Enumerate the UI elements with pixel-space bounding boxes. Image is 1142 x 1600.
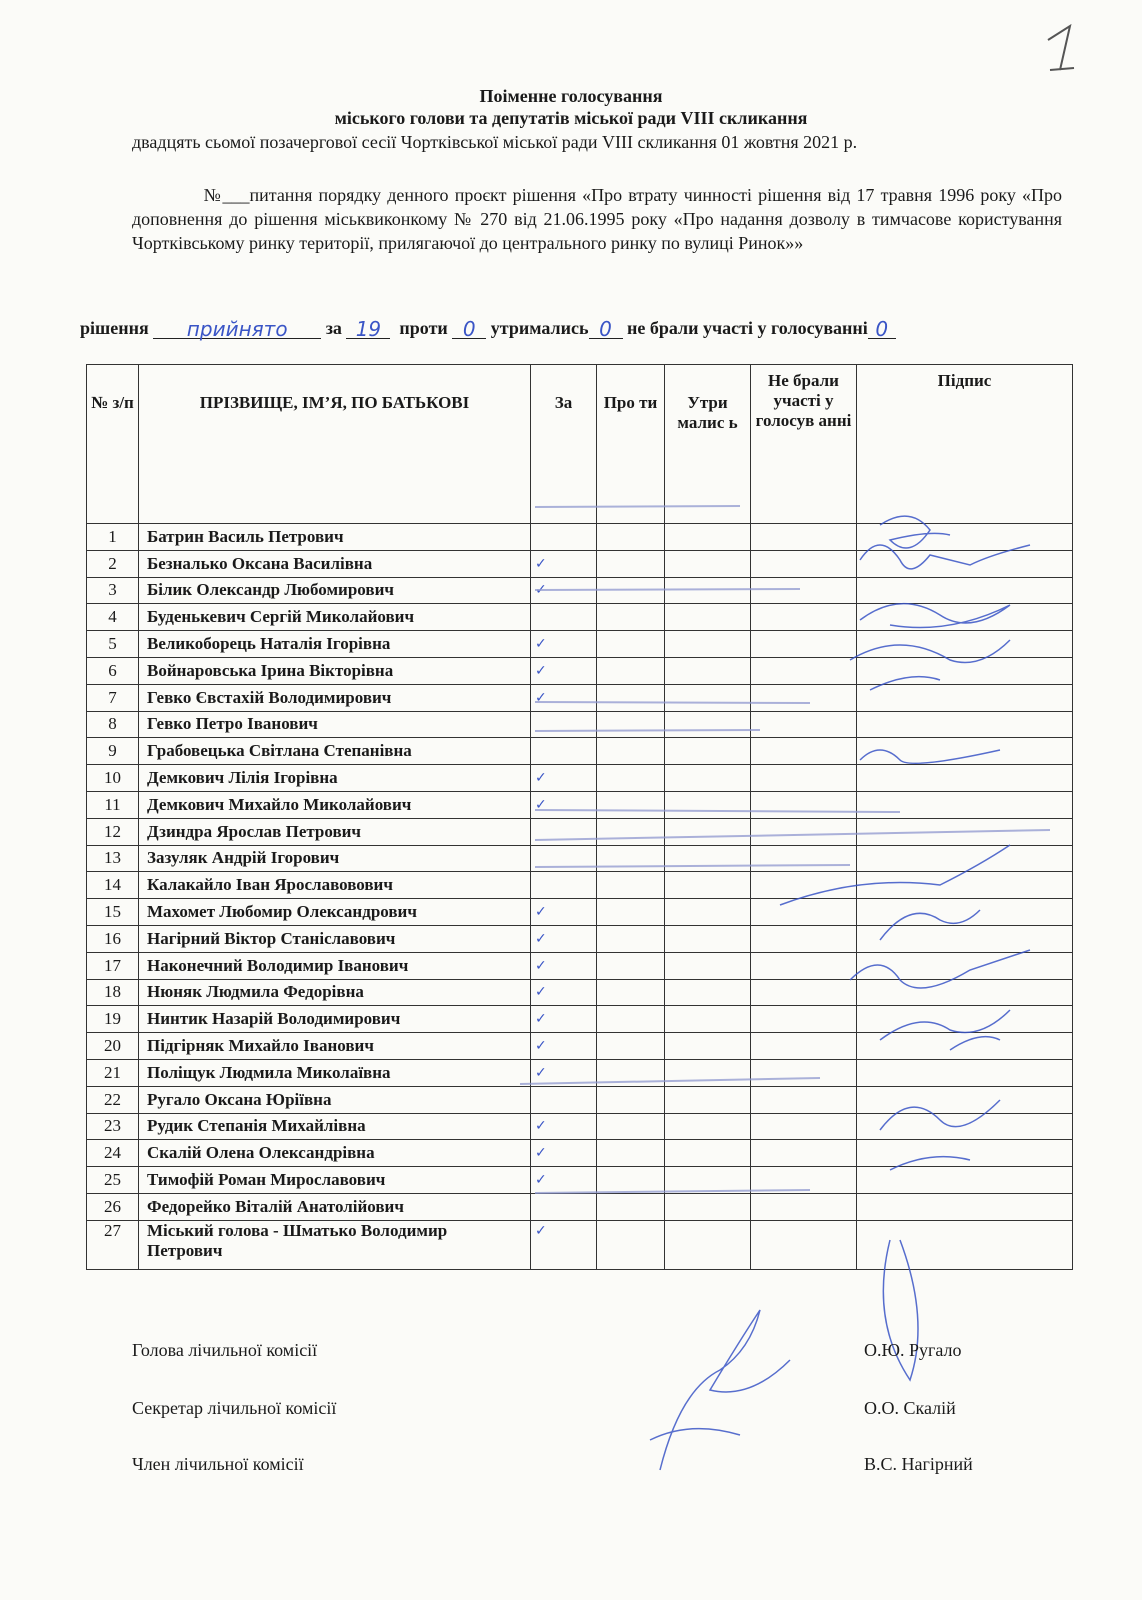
not-voted-label: не брали участі у голосуванні [627, 318, 868, 338]
table-row [87, 1006, 1073, 1033]
decision-line [80, 318, 1080, 339]
row-vote-against [597, 1140, 665, 1167]
row-signature [857, 550, 1073, 577]
table-row [87, 631, 1073, 658]
row-not-voted [751, 765, 857, 792]
table-row [87, 577, 1073, 604]
row-vote-against [597, 657, 665, 684]
row-name: Демкович Михайло Миколайович [139, 791, 531, 818]
table-row [87, 738, 1073, 765]
row-vote-abstained [665, 524, 751, 551]
row-not-voted [751, 952, 857, 979]
header-name: ПРІЗВИЩЕ, ІМ’Я, ПО БАТЬКОВІ [139, 365, 531, 524]
row-vote-for: ✓ [531, 684, 597, 711]
row-signature [857, 1140, 1073, 1167]
header-not-voted: Не брали участі у голосув анні [751, 365, 857, 524]
row-name: Дзиндра Ярослав Петрович [139, 818, 531, 845]
row-vote-for [531, 711, 597, 738]
row-not-voted [751, 738, 857, 765]
row-vote-abstained [665, 899, 751, 926]
row-vote-abstained [665, 711, 751, 738]
table-body [87, 524, 1073, 1270]
table-row [87, 1140, 1073, 1167]
row-vote-against [597, 872, 665, 899]
row-vote-for: ✓ [531, 1220, 597, 1269]
row-signature [857, 1220, 1073, 1269]
row-vote-abstained [665, 925, 751, 952]
row-name: Нагірний Віктор Станіславович [139, 925, 531, 952]
row-vote-abstained [665, 1033, 751, 1060]
row-signature [857, 872, 1073, 899]
row-vote-abstained [665, 845, 751, 872]
row-vote-abstained [665, 872, 751, 899]
row-number: 23 [87, 1113, 139, 1140]
footer-person: О.Ю. Ругало [864, 1340, 962, 1360]
row-signature [857, 979, 1073, 1006]
row-signature [857, 1086, 1073, 1113]
row-vote-for: ✓ [531, 631, 597, 658]
row-vote-against [597, 791, 665, 818]
row-vote-against [597, 1086, 665, 1113]
row-number: 4 [87, 604, 139, 631]
row-vote-against [597, 550, 665, 577]
table-row [87, 550, 1073, 577]
table-row [87, 1220, 1073, 1269]
row-vote-against [597, 818, 665, 845]
row-vote-against [597, 765, 665, 792]
footer-role: Секретар лічильної комісії [132, 1398, 337, 1418]
row-vote-abstained [665, 604, 751, 631]
row-number: 6 [87, 657, 139, 684]
table-row [87, 952, 1073, 979]
row-not-voted [751, 845, 857, 872]
row-signature [857, 738, 1073, 765]
row-name: Нинтик Назарій Володимирович [139, 1006, 531, 1033]
row-vote-for [531, 845, 597, 872]
row-not-voted [751, 1086, 857, 1113]
abstained-label: утримались [490, 318, 589, 338]
decision-value: прийнято [153, 320, 321, 339]
row-name: Нюняк Людмила Федорівна [139, 979, 531, 1006]
row-vote-for [531, 818, 597, 845]
row-signature [857, 925, 1073, 952]
row-vote-against [597, 631, 665, 658]
row-vote-for [531, 524, 597, 551]
row-number: 8 [87, 711, 139, 738]
header-abstained: Утри малис ь [665, 365, 751, 524]
header-for: За [531, 365, 597, 524]
row-signature [857, 791, 1073, 818]
title-line-1: Поіменне голосування [479, 86, 663, 106]
row-number: 3 [87, 577, 139, 604]
row-vote-for [531, 738, 597, 765]
row-not-voted [751, 872, 857, 899]
row-name: Грабовецька Світлана Степанівна [139, 738, 531, 765]
table-row [87, 818, 1073, 845]
row-signature [857, 1059, 1073, 1086]
session-intro: двадцять сьомої позачергової сесії Чортківської міської ради VIII скликання 01 жовтня 2021 р. [132, 132, 858, 152]
row-signature [857, 765, 1073, 792]
row-name: Підгірняк Михайло Іванович [139, 1033, 531, 1060]
decision-label: рішення [80, 318, 149, 338]
row-not-voted [751, 818, 857, 845]
row-not-voted [751, 979, 857, 1006]
row-name: Білик Олександр Любомирович [139, 577, 531, 604]
row-vote-against [597, 684, 665, 711]
row-vote-for: ✓ [531, 899, 597, 926]
row-not-voted [751, 1113, 857, 1140]
row-name: Міський голова - Шматько Володимир Петрович [139, 1220, 531, 1269]
table-row [87, 604, 1073, 631]
row-vote-abstained [665, 1167, 751, 1194]
row-vote-abstained [665, 818, 751, 845]
row-vote-against [597, 1167, 665, 1194]
row-signature [857, 684, 1073, 711]
row-vote-abstained [665, 1220, 751, 1269]
row-number: 17 [87, 952, 139, 979]
row-vote-for: ✓ [531, 791, 597, 818]
row-not-voted [751, 1006, 857, 1033]
row-number: 5 [87, 631, 139, 658]
row-vote-for: ✓ [531, 657, 597, 684]
row-vote-for: ✓ [531, 765, 597, 792]
table-row [87, 872, 1073, 899]
table-row [87, 657, 1073, 684]
row-vote-against [597, 925, 665, 952]
row-number: 13 [87, 845, 139, 872]
row-number: 22 [87, 1086, 139, 1113]
row-not-voted [751, 791, 857, 818]
header-against: Про ти [597, 365, 665, 524]
row-number: 12 [87, 818, 139, 845]
row-not-voted [751, 550, 857, 577]
for-label: за [325, 318, 342, 338]
row-vote-abstained [665, 1140, 751, 1167]
row-vote-against [597, 1220, 665, 1269]
row-name: Федорейко Віталій Анатолійович [139, 1193, 531, 1220]
row-number: 14 [87, 872, 139, 899]
row-name: Батрин Василь Петрович [139, 524, 531, 551]
row-vote-against [597, 845, 665, 872]
row-vote-against [597, 1033, 665, 1060]
row-not-voted [751, 1167, 857, 1194]
row-not-voted [751, 1140, 857, 1167]
handwritten-page-number [1030, 18, 1100, 78]
row-signature [857, 524, 1073, 551]
row-vote-abstained [665, 1086, 751, 1113]
for-count: 19 [346, 320, 390, 339]
row-vote-abstained [665, 765, 751, 792]
row-vote-abstained [665, 979, 751, 1006]
not-voted-count: 0 [868, 320, 896, 339]
row-not-voted [751, 899, 857, 926]
row-vote-abstained [665, 738, 751, 765]
row-name: Великоборець Наталія Ігорівна [139, 631, 531, 658]
table-row [87, 925, 1073, 952]
row-not-voted [751, 524, 857, 551]
row-signature [857, 711, 1073, 738]
row-number: 24 [87, 1140, 139, 1167]
row-vote-for: ✓ [531, 1113, 597, 1140]
row-not-voted [751, 1033, 857, 1060]
row-number: 21 [87, 1059, 139, 1086]
row-name: Скалій Олена Олександрівна [139, 1140, 531, 1167]
row-vote-abstained [665, 952, 751, 979]
row-name: Ругало Оксана Юріївна [139, 1086, 531, 1113]
row-vote-against [597, 1113, 665, 1140]
question-text: питання порядку денного проєкт рішення «Про втрату чинності рішення від 17 травня 1996 року «Про доповнення до рішення міськвиконкому № 270 від 21.06.1995 року «Про надання дозволу в тимчасове користування Чортківському ринку території, прилягаючої до центрального ринку по вулиці Ринок»» [132, 185, 1062, 253]
table-row [87, 524, 1073, 551]
table-row [87, 765, 1073, 792]
row-name: Буденькевич Сергій Миколайович [139, 604, 531, 631]
row-not-voted [751, 657, 857, 684]
row-not-voted [751, 604, 857, 631]
row-name: Поліщук Людмила Миколаївна [139, 1059, 531, 1086]
row-number: 15 [87, 899, 139, 926]
row-vote-for [531, 1193, 597, 1220]
row-not-voted [751, 684, 857, 711]
row-vote-abstained [665, 1059, 751, 1086]
row-vote-for [531, 1086, 597, 1113]
row-vote-for: ✓ [531, 1006, 597, 1033]
row-signature [857, 577, 1073, 604]
row-name: Тимофій Роман Мирославович [139, 1167, 531, 1194]
row-signature [857, 952, 1073, 979]
row-vote-abstained [665, 1006, 751, 1033]
row-vote-against [597, 711, 665, 738]
row-vote-abstained [665, 550, 751, 577]
row-vote-against [597, 1059, 665, 1086]
row-vote-against [597, 524, 665, 551]
roll-call-table [86, 364, 1073, 1270]
row-number: 26 [87, 1193, 139, 1220]
header-signature: Підпис [857, 365, 1073, 524]
row-vote-abstained [665, 1113, 751, 1140]
row-number: 11 [87, 791, 139, 818]
row-vote-for: ✓ [531, 1033, 597, 1060]
row-name: Рудик Степанія Михайлівна [139, 1113, 531, 1140]
row-number: 2 [87, 550, 139, 577]
row-vote-abstained [665, 631, 751, 658]
footer-role: Голова лічильної комісії [132, 1340, 318, 1360]
row-name: Махомет Любомир Олександрович [139, 899, 531, 926]
row-vote-against [597, 738, 665, 765]
footer-role: Член лічильної комісії [132, 1454, 304, 1474]
row-vote-for [531, 604, 597, 631]
row-vote-for: ✓ [531, 979, 597, 1006]
row-number: 9 [87, 738, 139, 765]
row-not-voted [751, 1193, 857, 1220]
row-number: 18 [87, 979, 139, 1006]
row-name: Зазуляк Андрій Ігорович [139, 845, 531, 872]
row-name: Калакайло Іван Ярославовович [139, 872, 531, 899]
title-line-2: міського голови та депутатів міської ради VIII скликання [334, 108, 808, 128]
row-number: 20 [87, 1033, 139, 1060]
row-not-voted [751, 1220, 857, 1269]
row-vote-against [597, 604, 665, 631]
row-vote-abstained [665, 791, 751, 818]
table-row [87, 1193, 1073, 1220]
row-not-voted [751, 925, 857, 952]
row-signature [857, 845, 1073, 872]
row-vote-for: ✓ [531, 1059, 597, 1086]
row-vote-against [597, 1006, 665, 1033]
row-number: 25 [87, 1167, 139, 1194]
row-name: Гевко Євстахій Володимирович [139, 684, 531, 711]
row-vote-for: ✓ [531, 1140, 597, 1167]
row-vote-for: ✓ [531, 550, 597, 577]
table-row [87, 684, 1073, 711]
row-signature [857, 1113, 1073, 1140]
table-row [87, 1059, 1073, 1086]
row-vote-against [597, 1193, 665, 1220]
footer-person: В.С. Нагірний [864, 1454, 973, 1474]
table-row [87, 979, 1073, 1006]
row-vote-abstained [665, 577, 751, 604]
row-name: Гевко Петро Іванович [139, 711, 531, 738]
row-vote-for: ✓ [531, 952, 597, 979]
table-row [87, 1113, 1073, 1140]
agenda-question [132, 183, 1062, 255]
row-vote-against [597, 952, 665, 979]
row-number: 16 [87, 925, 139, 952]
row-name: Войнаровська Ірина Вікторівна [139, 657, 531, 684]
row-signature [857, 1193, 1073, 1220]
row-vote-for: ✓ [531, 577, 597, 604]
row-signature [857, 899, 1073, 926]
table-row [87, 711, 1073, 738]
row-vote-for: ✓ [531, 1167, 597, 1194]
document-title [0, 85, 1142, 129]
table-row [87, 791, 1073, 818]
table-row [87, 845, 1073, 872]
row-vote-against [597, 979, 665, 1006]
row-number: 1 [87, 524, 139, 551]
row-vote-for: ✓ [531, 925, 597, 952]
row-signature [857, 818, 1073, 845]
row-vote-abstained [665, 1193, 751, 1220]
row-number: 10 [87, 765, 139, 792]
abstained-count: 0 [589, 320, 623, 339]
table-row [87, 1167, 1073, 1194]
row-signature [857, 1006, 1073, 1033]
row-signature [857, 1033, 1073, 1060]
table-row [87, 1086, 1073, 1113]
row-not-voted [751, 711, 857, 738]
table-row [87, 1033, 1073, 1060]
row-name: Демкович Лілія Ігорівна [139, 765, 531, 792]
row-signature [857, 1167, 1073, 1194]
row-vote-for [531, 872, 597, 899]
row-signature [857, 657, 1073, 684]
row-number: 27 [87, 1220, 139, 1269]
row-vote-against [597, 577, 665, 604]
header-num: № з/п [87, 365, 139, 524]
row-signature [857, 631, 1073, 658]
table-row [87, 899, 1073, 926]
row-signature [857, 604, 1073, 631]
footer-person: О.О. Скалій [864, 1398, 956, 1418]
row-number: 19 [87, 1006, 139, 1033]
row-number: 7 [87, 684, 139, 711]
row-name: Наконечний Володимир Іванович [139, 952, 531, 979]
row-vote-abstained [665, 684, 751, 711]
row-not-voted [751, 1059, 857, 1086]
against-count: 0 [452, 320, 486, 339]
against-label: проти [399, 318, 448, 338]
row-vote-against [597, 899, 665, 926]
row-not-voted [751, 577, 857, 604]
question-number: №___ [202, 185, 250, 205]
row-name: Безналько Оксана Василівна [139, 550, 531, 577]
row-vote-abstained [665, 657, 751, 684]
table-header-row [87, 365, 1073, 524]
row-not-voted [751, 631, 857, 658]
